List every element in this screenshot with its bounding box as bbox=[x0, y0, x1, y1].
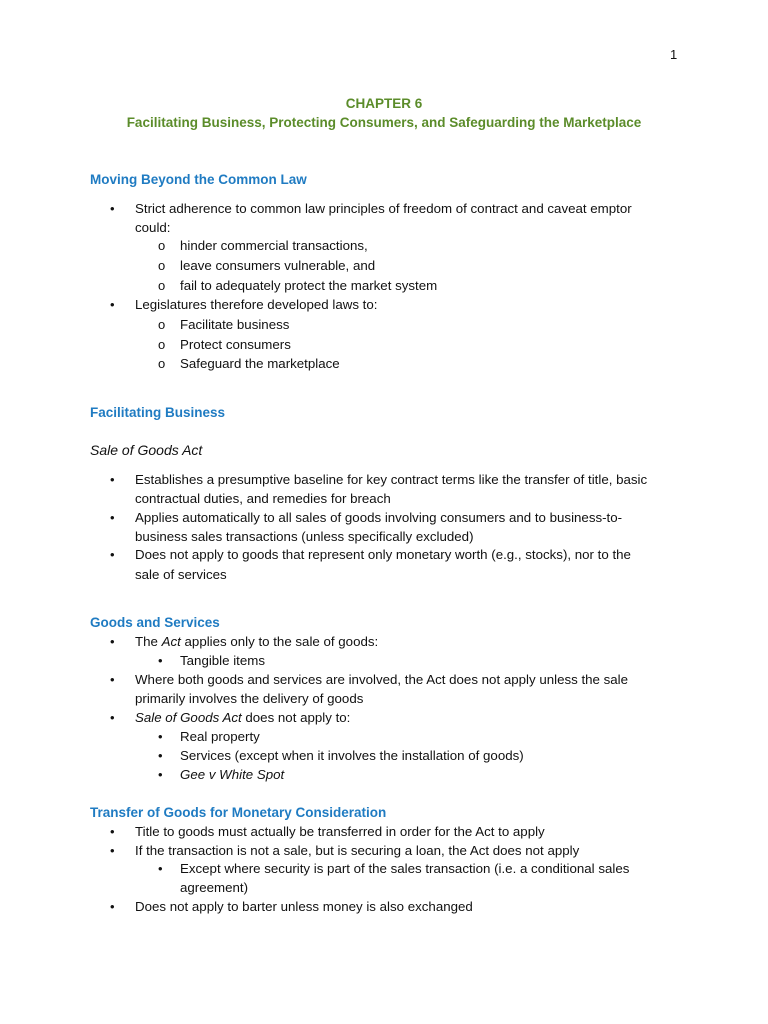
sub-list-item-continuation: agreement) bbox=[180, 880, 248, 895]
circle-marker: o bbox=[158, 258, 166, 273]
list-item: If the transaction is not a sale, but is securing a loan, the Act does not apply bbox=[135, 843, 580, 858]
act-name-italic: Sale of Goods Act bbox=[135, 710, 242, 725]
sub-list-item: Safeguard the marketplace bbox=[180, 356, 340, 371]
list-item-continuation: contractual duties, and remedies for breach bbox=[135, 491, 391, 506]
circle-marker: o bbox=[158, 278, 166, 293]
chapter-subtitle: Facilitating Business, Protecting Consumers, and Safeguarding the Marketplace bbox=[126, 115, 642, 130]
bullet-marker: • bbox=[158, 729, 163, 744]
list-item: Strict adherence to common law principles of freedom of contract and caveat emptor bbox=[135, 201, 632, 216]
bullet-marker: • bbox=[110, 510, 115, 525]
chapter-title: CHAPTER 6 bbox=[345, 96, 423, 111]
sub-list-item: Facilitate business bbox=[180, 317, 290, 332]
sub-list-item: fail to adequately protect the market system bbox=[180, 278, 438, 293]
list-item bbox=[135, 632, 378, 651]
bullet-marker: • bbox=[158, 767, 163, 782]
circle-marker: o bbox=[158, 356, 166, 371]
list-item: Does not apply to barter unless money is also exchanged bbox=[135, 899, 473, 914]
sub-list-item: Real property bbox=[180, 729, 260, 744]
bullet-marker: • bbox=[110, 899, 115, 914]
list-item: Where both goods and services are involved, the Act does not apply unless the sale bbox=[135, 672, 629, 687]
list-item-continuation: sale of services bbox=[135, 567, 227, 582]
sub-list-item: Except where security is part of the sales transaction (i.e. a conditional sales bbox=[180, 861, 630, 876]
bullet-marker: • bbox=[110, 634, 115, 649]
section-heading-facilitating-business: Facilitating Business bbox=[90, 405, 226, 420]
subheading-sale-of-goods-act: Sale of Goods Act bbox=[90, 442, 203, 458]
list-item bbox=[135, 708, 350, 727]
section-heading-common-law: Moving Beyond the Common Law bbox=[90, 172, 307, 187]
sub-list-item-case: Gee v White Spot bbox=[180, 767, 285, 782]
bullet-marker: • bbox=[158, 653, 163, 668]
bullet-marker: • bbox=[110, 547, 115, 562]
bullet-marker: • bbox=[110, 472, 115, 487]
bullet-marker: • bbox=[110, 672, 115, 687]
circle-marker: o bbox=[158, 337, 166, 352]
circle-marker: o bbox=[158, 238, 166, 253]
bullet-marker: • bbox=[110, 201, 115, 216]
bullet-marker: • bbox=[158, 748, 163, 763]
list-item: Legislatures therefore developed laws to: bbox=[135, 297, 378, 312]
bullet-marker: • bbox=[158, 861, 163, 876]
page-number: 1 bbox=[670, 47, 678, 62]
text-run: applies only to the sale of goods: bbox=[180, 634, 379, 649]
list-item-continuation: business sales transactions (unless specifically excluded) bbox=[135, 529, 474, 544]
act-italic: Act bbox=[161, 634, 181, 649]
sub-list-item: Protect consumers bbox=[180, 337, 291, 352]
bullet-marker: • bbox=[110, 710, 115, 725]
sub-list-item: hinder commercial transactions, bbox=[180, 238, 368, 253]
sub-list-item: Tangible items bbox=[180, 653, 265, 668]
bullet-marker: • bbox=[110, 824, 115, 839]
list-item-continuation: primarily involves the delivery of goods bbox=[135, 691, 364, 706]
bullet-marker: • bbox=[110, 297, 115, 312]
text-run: does not apply to: bbox=[241, 710, 351, 725]
list-item-continuation: could: bbox=[135, 220, 171, 235]
sub-list-item: Services (except when it involves the installation of goods) bbox=[180, 748, 524, 763]
sub-list-item: leave consumers vulnerable, and bbox=[180, 258, 376, 273]
circle-marker: o bbox=[158, 317, 166, 332]
section-heading-goods-and-services: Goods and Services bbox=[90, 615, 220, 630]
list-item: Title to goods must actually be transferred in order for the Act to apply bbox=[135, 824, 545, 839]
section-heading-transfer-of-goods: Transfer of Goods for Monetary Consideration bbox=[90, 805, 387, 820]
list-item: Establishes a presumptive baseline for key contract terms like the transfer of title, basic bbox=[135, 472, 648, 487]
list-item: Applies automatically to all sales of goods involving consumers and to business-to- bbox=[135, 510, 623, 525]
bullet-marker: • bbox=[110, 843, 115, 858]
list-item: Does not apply to goods that represent only monetary worth (e.g., stocks), nor to the bbox=[135, 547, 631, 562]
text-run: The bbox=[135, 634, 162, 649]
